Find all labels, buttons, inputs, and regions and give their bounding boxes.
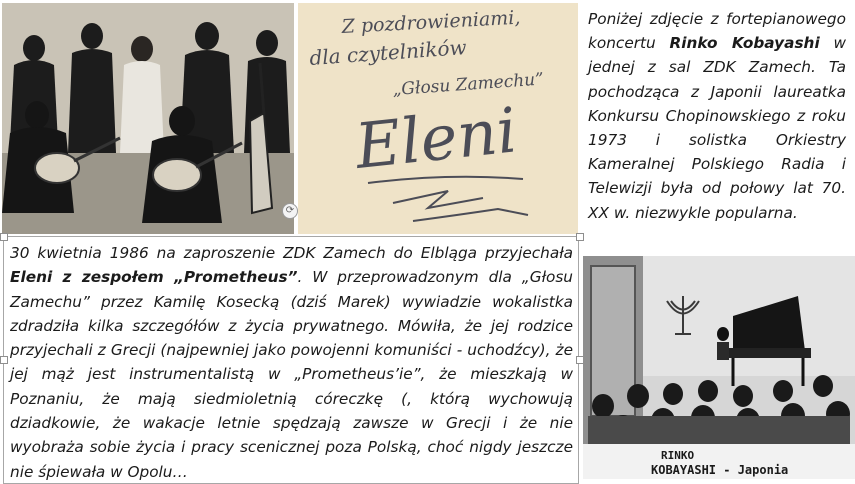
autograph-line-3: „Głosu Zamechu” [391,69,545,100]
concert-photo-illustration [583,256,855,479]
caption-text-end: w jednej z sal ZDK Zamech. Ta pochodząca z Japonii laureatka Konkursu Chopinowskiego z roku 1973 i solistka Orkiestry Kameralnej Polskiego Radia i Telewizji była od połowy lat 70. XX w. niezwykle popularna. [588,34,846,222]
concert-label-line-2: KOBAYASHI - Japonia [651,463,789,477]
autograph-line-1: Z pozdrowieniami, [341,6,521,38]
concert-label-line-1: RINKO [661,449,695,462]
story-text-box[interactable] [3,236,579,484]
caption-pianist-name: Rinko Kobayashi [669,34,820,53]
autograph-line-2: dla czytelników [308,35,468,70]
concert-photo [583,256,855,479]
story-band-name: Eleni z zespołem „Prometheus” [10,268,298,287]
story-text-start: 30 kwietnia 1986 na zaproszenie ZDK Zamech do Elbląga przyjechała [10,244,573,262]
autograph-illustration [298,3,578,234]
caption-text-start: Poniżej zdjęcie z fortepianowego koncertu [588,10,846,53]
resize-handle-top-right[interactable] [576,233,584,241]
band-photo [2,3,294,234]
autograph-signature: Eleni [351,93,521,183]
story-text-end: . W przeprowadzonym dla „Głosu Zamechu” przez Kamilę Kosecką (dziś Marek) wywiadzie wokalistka zdradziła kilka szczegółów z życia prywatnego. Mówiła, że jej rodzice przyjechali z Grecji (najpewniej jako powojenni komuniści - uchodźcy), że jej mąż jest instrumentalistą w „Prometheus’ie”, że mieszkają w Poznaniu, że mają siedmioletnią córeczkę (, którą wychowują dziadkowie, że wakacje letnie spędzają zawsze w Grecji i że nie wyobraża sobie życia i pracy scenicznej poza Polską, choć nigdy jeszcze nie śpiewała w Opolu… [10,268,573,481]
right-caption [588,7,846,225]
autograph-image [298,3,578,234]
rotate-handle-icon[interactable]: ⟳ [282,203,298,219]
band-photo-illustration [2,3,294,234]
resize-handle-left[interactable] [0,356,8,364]
resize-handle-top-left[interactable] [0,233,8,241]
